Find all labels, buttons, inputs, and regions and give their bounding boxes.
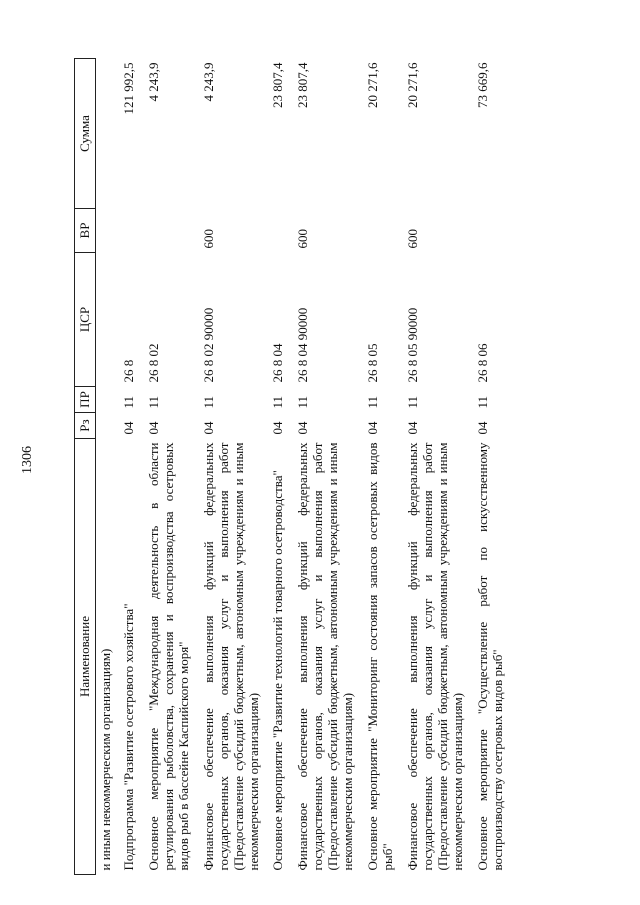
page-number: 1306 <box>20 446 35 474</box>
row-csr: 26 8 05 90000 <box>405 307 420 383</box>
table-row <box>197 59 267 875</box>
row-csr: 26 8 05 <box>365 343 381 383</box>
row-name: Финансовое обеспечение выполнения функций федеральных государственных органов, оказания услуг и выполнения работ (Предоставление субсидий бюджетным, автономным учреждениям и иным некоммерческим организациям) <box>200 442 261 871</box>
row-csr <box>96 253 117 387</box>
row-sum: 121 992,5 <box>120 62 136 115</box>
row-vr <box>96 209 117 253</box>
row-vr <box>142 209 197 253</box>
table-row <box>142 59 197 875</box>
row-rz: 04 <box>145 421 161 435</box>
row-pr: 11 <box>120 395 136 409</box>
row-rz: 04 <box>295 421 311 435</box>
row-sum: 20 271,6 <box>405 62 420 108</box>
row-csr: 26 8 06 <box>474 343 490 383</box>
table-row <box>471 59 511 875</box>
row-name: Финансовое обеспечение выполнения функций федеральных государственных органов, оказания услуг и выполнения работ (Предоставление субсидий бюджетным, автономным учреждениям и иным некоммерческим организациям) <box>405 442 465 871</box>
table-row <box>266 59 291 875</box>
row-pr: 11 <box>365 395 381 409</box>
row-csr: 26 8 02 <box>145 343 161 383</box>
row-rz: 04 <box>474 421 490 435</box>
header-vr: ВР <box>75 209 96 253</box>
header-csr: ЦСР <box>75 253 96 387</box>
budget-table-page <box>74 55 594 875</box>
row-name: Основное мероприятие "Осуществление работ по искусственному воспроизводству осетровых видов рыб" <box>474 442 505 871</box>
row-rz: 04 <box>200 421 216 435</box>
row-vr <box>266 209 291 253</box>
table-row <box>117 59 142 875</box>
row-name: Финансовое обеспечение выполнения функций федеральных государственных органов, оказания услуг и выполнения работ (Предоставление субсидий бюджетным, автономным учреждениям и иным некоммерческим организациям) <box>295 442 356 871</box>
row-csr: 26 8 04 90000 <box>295 307 311 383</box>
table-row <box>291 59 361 875</box>
table-row <box>401 59 471 875</box>
header-sum: Сумма <box>75 59 96 209</box>
row-sum: 23 807,4 <box>270 62 286 108</box>
row-pr: 11 <box>270 395 286 409</box>
row-name: Основное мероприятие "Мониторинг состояния запасов осетровых видов рыб" <box>365 442 396 871</box>
row-sum: 4 243,9 <box>200 62 216 102</box>
row-csr: 26 8 <box>120 359 136 383</box>
row-sum: 4 243,9 <box>145 62 161 102</box>
row-pr: 11 <box>295 395 311 409</box>
row-vr: 600 <box>295 229 311 249</box>
row-pr: 11 <box>200 395 216 409</box>
row-name: и иным некоммерческим организациям) <box>98 648 113 871</box>
row-rz: 04 <box>270 421 286 435</box>
row-rz: 04 <box>365 421 381 435</box>
row-sum: 73 669,6 <box>474 62 490 108</box>
budget-table <box>74 58 511 875</box>
row-csr: 26 8 04 <box>270 343 286 383</box>
row-pr <box>96 387 117 413</box>
row-rz: 04 <box>120 421 136 435</box>
table-row <box>96 59 117 875</box>
row-name: Основное мероприятие "Развитие технологий товарного осетроводства" <box>270 470 286 871</box>
table-row <box>361 59 401 875</box>
row-sum: 20 271,6 <box>365 62 381 108</box>
header-name: Наименование <box>75 439 96 875</box>
row-pr: 11 <box>145 395 161 409</box>
row-csr: 26 8 02 90000 <box>200 307 216 383</box>
row-vr: 600 <box>200 229 216 249</box>
row-vr: 600 <box>405 229 420 249</box>
header-pr: ПР <box>75 387 96 413</box>
row-sum: 23 807,4 <box>295 62 311 108</box>
row-rz <box>96 413 117 439</box>
row-vr <box>471 209 511 253</box>
row-pr: 11 <box>474 395 490 409</box>
row-name: Основное мероприятие "Международная деятельность в области регулирования рыболовства, сохранения и воспроизводства осетровых видов рыб в бассейне Каспийского моря" <box>145 442 191 871</box>
row-rz: 04 <box>405 421 420 435</box>
row-name: Подпрограмма "Развитие осетрового хозяйства" <box>120 603 136 871</box>
table-header-row <box>75 59 96 875</box>
row-pr: 11 <box>405 395 420 409</box>
row-vr <box>117 209 142 253</box>
header-rz: Рз <box>75 413 96 439</box>
row-sum <box>96 59 117 209</box>
row-vr <box>361 209 401 253</box>
